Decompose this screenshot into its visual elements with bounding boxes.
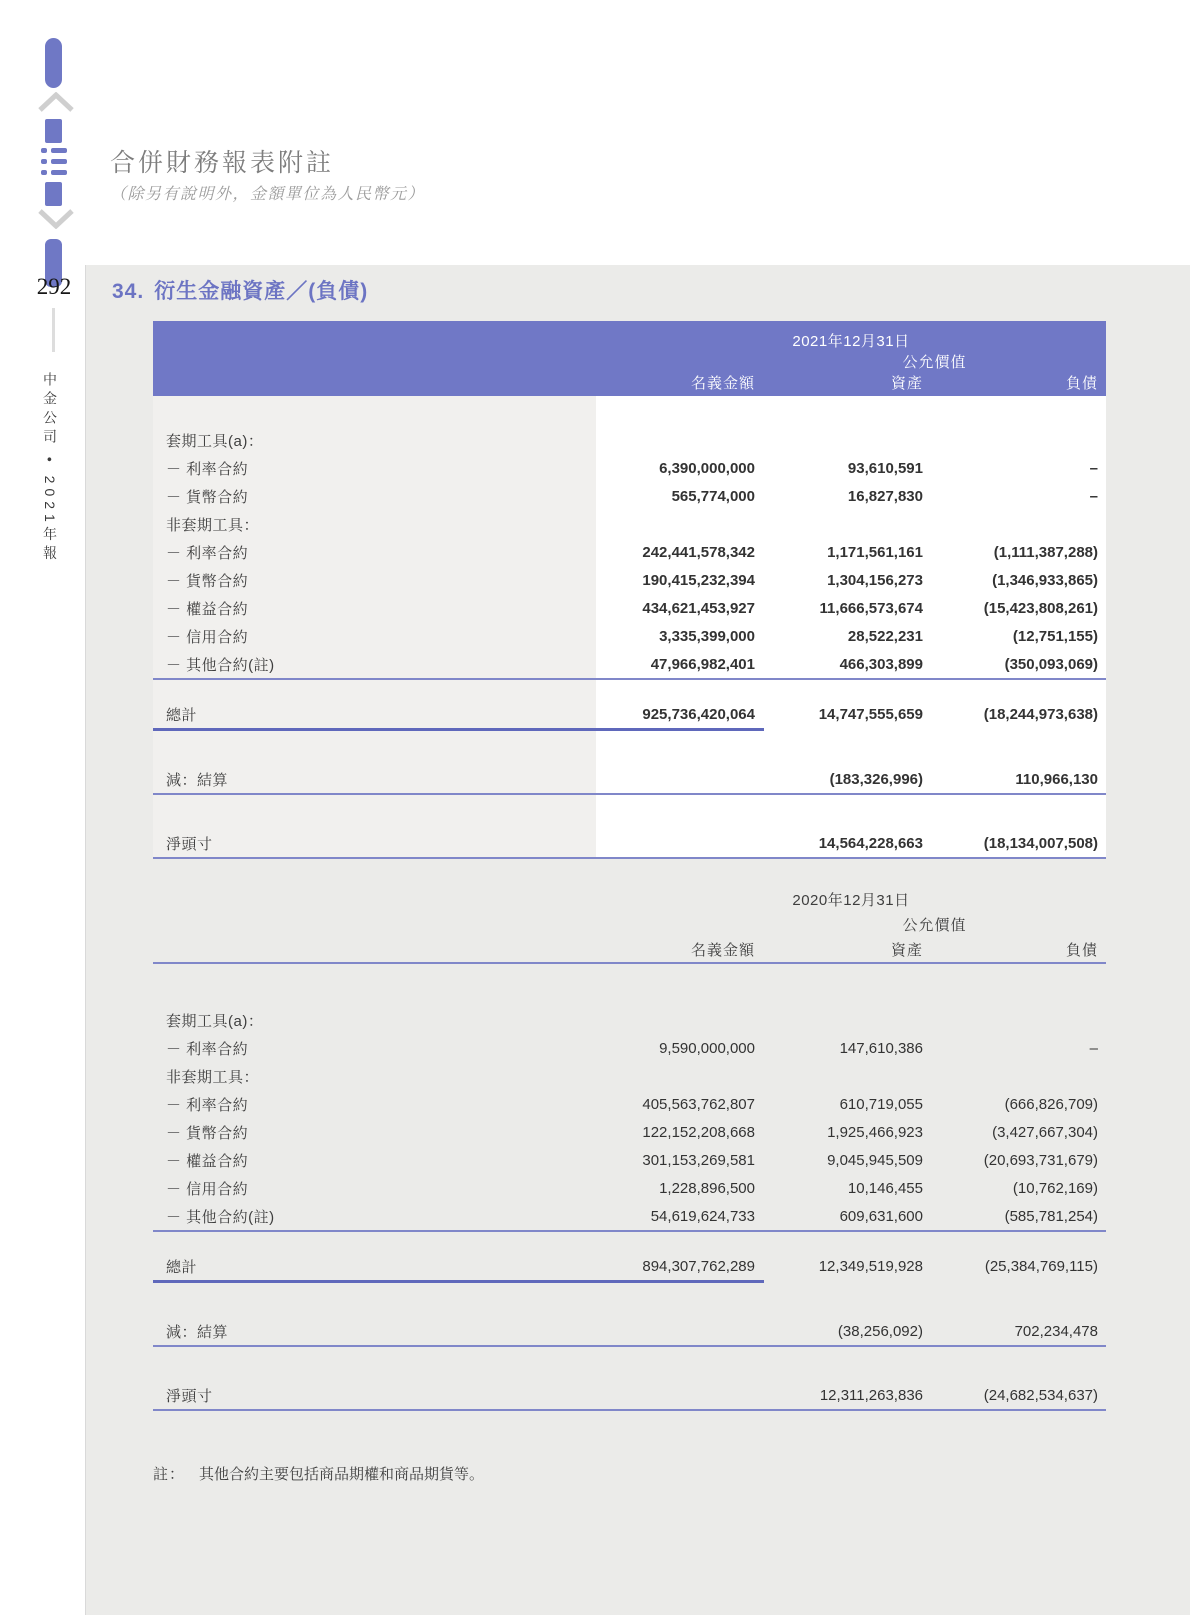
table-row	[153, 1252, 1106, 1280]
table-spacer	[153, 1347, 1106, 1381]
row-value: (585,781,254)	[1004, 1207, 1098, 1225]
table-row	[153, 538, 1106, 566]
table-row	[153, 650, 1106, 678]
table-spacer	[153, 795, 1106, 829]
content-panel	[85, 265, 1190, 1615]
table-row	[153, 1317, 1106, 1345]
row-value: 1,925,466,923	[827, 1123, 923, 1141]
row-value: (350,093,069)	[1004, 655, 1098, 673]
column-headers	[153, 937, 1106, 962]
row-value: (38,256,092)	[837, 1322, 923, 1340]
row-value: 1,228,896,500	[659, 1179, 755, 1197]
table-row	[153, 1381, 1106, 1409]
section-title-text: 衍生金融資產／(負債)	[154, 280, 369, 303]
row-value: (12,751,155)	[1012, 627, 1098, 645]
row-value: 1,304,156,273	[827, 571, 923, 589]
table-row	[153, 765, 1106, 793]
table-spacer	[153, 731, 1106, 765]
column-header-liability: 負債	[1065, 375, 1098, 392]
row-label: 總計	[166, 706, 198, 724]
row-value: (183,326,996)	[829, 770, 923, 788]
table-row	[153, 594, 1106, 622]
row-label: － 利率合約	[166, 460, 249, 478]
sidebar-tick	[52, 308, 55, 352]
row-value: 147,610,386	[839, 1039, 923, 1057]
table-2021-body	[153, 396, 1106, 859]
row-value: 565,774,000	[671, 487, 755, 505]
row-value: (15,423,808,261)	[983, 599, 1098, 617]
table-row	[153, 829, 1106, 857]
page-number: 292	[36, 274, 72, 299]
column-header-liability: 負債	[1065, 942, 1098, 959]
row-value: 6,390,000,000	[659, 459, 755, 477]
row-value: 9,590,000,000	[659, 1039, 755, 1057]
table-row	[153, 1006, 1106, 1034]
table-rule	[153, 857, 1106, 859]
header-fair-value: 公允價值	[902, 917, 967, 934]
row-value: 10,146,455	[847, 1179, 923, 1197]
table-row	[153, 1146, 1106, 1174]
row-label: － 利率合約	[166, 544, 249, 562]
table-row	[153, 454, 1106, 482]
footnote-label: 註：	[153, 1466, 186, 1483]
row-value: 894,307,762,289	[642, 1257, 755, 1275]
row-label: － 信用合約	[166, 1180, 249, 1198]
row-label: 淨頭寸	[166, 835, 213, 853]
chevron-down-icon[interactable]	[38, 209, 74, 229]
row-value: 16,827,830	[847, 487, 923, 505]
column-headers	[153, 372, 1106, 393]
chevron-up-icon[interactable]	[38, 92, 74, 112]
row-value: 14,747,555,659	[818, 705, 923, 723]
row-value: 466,303,899	[839, 655, 923, 673]
table-row	[153, 622, 1106, 650]
row-label: 淨頭寸	[166, 1387, 213, 1405]
row-value: (18,244,973,638)	[983, 705, 1098, 723]
table-row	[153, 426, 1106, 454]
nav-block-icon	[45, 182, 62, 206]
column-header-notional: 名義金額	[690, 375, 755, 392]
row-value: (666,826,709)	[1004, 1095, 1098, 1113]
row-label: 套期工具(a)：	[166, 1012, 264, 1030]
row-value: 925,736,420,064	[642, 705, 755, 723]
column-header-asset: 資產	[890, 942, 923, 959]
row-value: –	[1089, 459, 1098, 477]
table-rule	[153, 1409, 1106, 1411]
row-value: 28,522,231	[847, 627, 923, 645]
row-value: 1,171,561,161	[827, 543, 923, 561]
row-value: 702,234,478	[1014, 1322, 1098, 1340]
row-value: (1,346,933,865)	[992, 571, 1098, 589]
row-label: － 信用合約	[166, 628, 249, 646]
row-label: 總計	[166, 1258, 198, 1276]
row-value: 405,563,762,807	[642, 1095, 755, 1113]
row-label: － 貨幣合約	[166, 1124, 249, 1142]
table-2021-header	[153, 321, 1106, 396]
row-value: 122,152,208,668	[642, 1123, 755, 1141]
row-value: 12,349,519,928	[818, 1257, 923, 1275]
row-label: － 其他合約(註)	[166, 1208, 275, 1226]
row-label: － 貨幣合約	[166, 572, 249, 590]
row-value: 609,631,600	[839, 1207, 923, 1225]
table-row	[153, 510, 1106, 538]
table-row	[153, 1202, 1106, 1230]
spine-text: 中金公司 • 2021年報	[42, 372, 58, 565]
row-label: － 貨幣合約	[166, 488, 249, 506]
row-value: –	[1089, 487, 1098, 505]
section-title	[112, 275, 368, 305]
toc-list-icon[interactable]	[41, 148, 67, 176]
table-row	[153, 1034, 1106, 1062]
table-spacer	[153, 680, 1106, 700]
row-value: (18,134,007,508)	[983, 834, 1098, 852]
row-value: 93,610,591	[847, 459, 923, 477]
row-value: 110,966,130	[1015, 770, 1098, 788]
row-value: (20,693,731,679)	[983, 1151, 1098, 1169]
table-row	[153, 482, 1106, 510]
column-header-notional: 名義金額	[690, 942, 755, 959]
row-value: 54,619,624,733	[650, 1207, 755, 1225]
row-value: (24,682,534,637)	[983, 1386, 1098, 1404]
row-value: 11,666,573,674	[819, 599, 923, 617]
header-date: 2020年12月31日	[792, 892, 910, 909]
row-value: 12,311,263,836	[819, 1386, 923, 1404]
table-row	[153, 1174, 1106, 1202]
table-spacer	[153, 1283, 1106, 1317]
row-label: 非套期工具：	[166, 516, 260, 534]
sidebar-top-bar	[45, 38, 62, 88]
document-subtitle: （除另有說明外，金額單位為人民幣元）	[110, 186, 426, 203]
table-row	[153, 1062, 1106, 1090]
footnote-text: 其他合約主要包括商品期權和商品期貨等。	[199, 1466, 485, 1483]
row-value: 3,335,399,000	[659, 627, 755, 645]
row-label: 套期工具(a)：	[166, 432, 264, 450]
row-value: (10,762,169)	[1012, 1179, 1098, 1197]
table-spacer	[153, 1232, 1106, 1252]
table-2020-body	[153, 964, 1106, 1411]
row-value: –	[1089, 1039, 1098, 1057]
row-value: 47,966,982,401	[650, 655, 755, 673]
table-2020-header	[153, 887, 1106, 964]
row-label: － 其他合約(註)	[166, 656, 275, 674]
document-title: 合併財務報表附註	[110, 150, 335, 177]
tables-container	[153, 321, 1106, 1484]
row-label: － 權益合約	[166, 600, 249, 618]
row-value: 434,621,453,927	[642, 599, 755, 617]
row-label: － 利率合約	[166, 1040, 249, 1058]
nav-block-icon	[45, 119, 62, 143]
section-number: 34.	[112, 280, 145, 303]
row-value: (25,384,769,115)	[984, 1257, 1098, 1275]
row-value: 9,045,945,509	[827, 1151, 923, 1169]
row-label: 減：結算	[166, 1323, 229, 1341]
row-label: 非套期工具：	[166, 1068, 260, 1086]
table-row	[153, 566, 1106, 594]
row-value: 242,441,578,342	[642, 543, 755, 561]
table-row	[153, 1090, 1106, 1118]
row-value: 301,153,269,581	[642, 1151, 755, 1169]
row-value: (3,427,667,304)	[992, 1123, 1098, 1141]
table-2021	[153, 321, 1106, 859]
footnote	[153, 1463, 1106, 1484]
table-row	[153, 1118, 1106, 1146]
row-value: 14,564,228,663	[818, 834, 923, 852]
table-2020	[153, 887, 1106, 1411]
header-date: 2021年12月31日	[792, 333, 910, 350]
row-value: (1,111,387,288)	[993, 543, 1098, 561]
header-fair-value: 公允價值	[902, 354, 967, 371]
column-header-asset: 資產	[890, 375, 923, 392]
row-label: － 利率合約	[166, 1096, 249, 1114]
table-row	[153, 700, 1106, 728]
row-value: 190,415,232,394	[642, 571, 755, 589]
row-label: － 權益合約	[166, 1152, 249, 1170]
row-value: 610,719,055	[839, 1095, 923, 1113]
row-label: 減：結算	[166, 771, 229, 789]
